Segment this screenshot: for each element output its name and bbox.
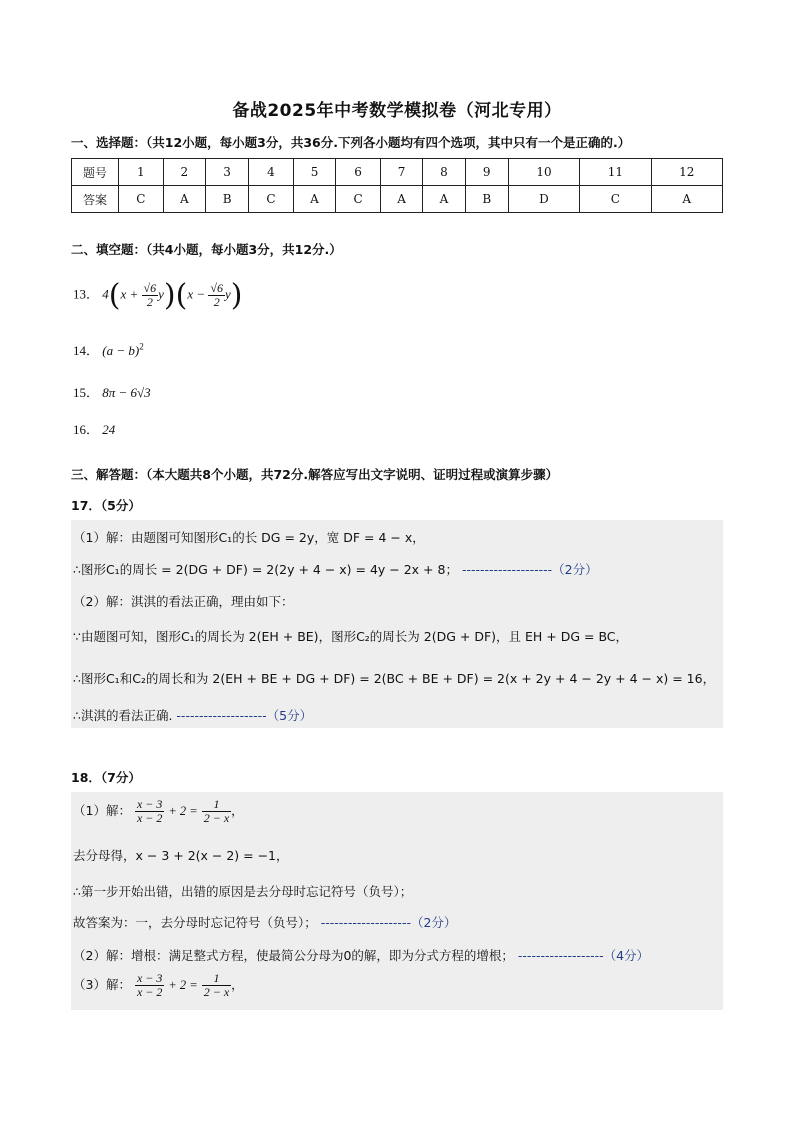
answer-cell: C [119, 186, 164, 213]
q18-fraction-left [135, 798, 164, 825]
q13-y: y [158, 286, 164, 302]
fraction-numerator: √6 [143, 281, 157, 295]
left-paren: ( [175, 278, 188, 313]
q16-value: 24 [102, 422, 116, 437]
answer-cell: C [336, 186, 381, 213]
fraction-numerator: √6 [210, 281, 223, 295]
question-number-cell: 3 [206, 159, 249, 186]
fraction-denominator: x − 2 [136, 985, 163, 999]
fraction-numerator: x − 3 [136, 971, 163, 985]
score-mark: --------------------（5分） [176, 708, 313, 723]
answer-cell: A [293, 186, 335, 213]
page-title: 备战2025年中考数学模拟卷（河北专用） [232, 101, 562, 121]
fraction-denominator: 2 [213, 295, 220, 309]
q17-line-4: ∵由题图可知，图形C₁的周长为 2(EH + BE)，图形C₂的周长为 2(DG + DF)，且 EH + DG = BC， [73, 629, 629, 644]
q18-label: 18．（7分） [71, 770, 141, 785]
question-number-cell: 5 [293, 159, 335, 186]
q14-answer [73, 340, 144, 359]
q15-expression: 8π − 6√3 [102, 385, 151, 400]
question-number-cell: 8 [423, 159, 465, 186]
q13-fraction [142, 282, 159, 309]
answer-row [72, 186, 723, 213]
fraction-denominator: x − 2 [136, 811, 163, 825]
q17-solution-band [71, 520, 723, 728]
q13-answer [73, 278, 242, 313]
right-paren: ) [230, 278, 243, 313]
q13-label: 13． [73, 286, 100, 302]
q16-label: 16． [73, 422, 100, 437]
answer-cell: A [380, 186, 422, 213]
question-number-cell: 2 [163, 159, 205, 186]
q17-line-6-text: ∴淇淇的看法正确. [73, 708, 173, 723]
q18-fraction-right [202, 798, 231, 825]
q17-line-5: ∴图形C₁和C₂的周长和为 2(EH + BE + DG + DF) = 2(BC + BE + DF) = 2(x + 2y + 4 − 2y + 4 − x) = 16， [73, 671, 716, 686]
question-number-cell: 11 [580, 159, 651, 186]
score-mark: -------------------（4分） [517, 948, 650, 963]
row-label-answer: 答案 [72, 186, 119, 213]
fraction-denominator: 2 − x [203, 985, 230, 999]
q18-line-2: 去分母得，x − 3 + 2(x − 2) = −1， [73, 848, 289, 863]
right-paren: ) [163, 278, 176, 313]
q18-fraction-right [202, 972, 231, 999]
q13-fraction [208, 282, 225, 309]
fraction-numerator: 1 [202, 798, 231, 812]
section3-heading: 三、解答题：（本大题共8个小题，共72分.解答应写出文字说明、证明过程或演算步骤） [71, 467, 559, 482]
answer-cell: C [580, 186, 651, 213]
q18-line-4 [73, 913, 456, 931]
fraction-denominator: 2 [146, 295, 153, 309]
q18-line-3: ∴第一步开始出错，出错的原因是去分母时忘记符号（负号）； [73, 884, 413, 899]
question-number-row [72, 159, 723, 186]
fraction-numerator: x − 3 [136, 797, 163, 811]
q18-line-6 [73, 972, 244, 999]
row-label-question: 题号 [72, 159, 119, 186]
question-number-cell: 7 [380, 159, 422, 186]
q15-answer [73, 382, 151, 401]
q17-line-6 [73, 706, 312, 724]
q17-label: 17．（5分） [71, 498, 141, 513]
q13-x-minus: x − [187, 286, 206, 302]
answer-cell: A [651, 186, 722, 213]
answer-table [71, 158, 723, 213]
q13-coef: 4 [102, 286, 109, 302]
question-number-cell: 4 [249, 159, 294, 186]
answer-cell: B [465, 186, 508, 213]
q14-exponent: 2 [139, 341, 144, 352]
answer-cell: A [163, 186, 205, 213]
q18-line-5 [73, 946, 649, 964]
comma: ， [231, 803, 244, 818]
part-label: （1）解： [73, 803, 131, 818]
left-paren: ( [108, 278, 121, 313]
q17-line-1: （1）解：由题图可知图形C₁的长 DG = 2y，宽 DF = 4 − x， [73, 530, 425, 545]
q18-line-1 [73, 798, 244, 825]
equation-middle: + 2 = [168, 978, 198, 992]
q14-label: 14． [73, 343, 100, 358]
q18-line-4-text: 故答案为：一，去分母时忘记符号（负号）； [73, 915, 317, 930]
score-mark: --------------------（2分） [461, 562, 598, 577]
question-number-cell: 9 [465, 159, 508, 186]
score-mark: --------------------（2分） [320, 915, 457, 930]
q18-fraction-left [135, 972, 164, 999]
fraction-numerator: 1 [202, 972, 231, 986]
q16-answer [73, 419, 115, 438]
q14-expression: (a − b) [102, 343, 140, 358]
fraction-denominator: 2 − x [203, 811, 230, 825]
q17-line-3: （2）解：淇淇的看法正确，理由如下： [73, 594, 294, 609]
question-number-cell: 1 [119, 159, 164, 186]
answer-cell: C [249, 186, 294, 213]
section1-heading: 一、选择题：（共12小题，每小题3分，共36分.下列各小题均有四个选项，其中只有一个是正确的.） [71, 135, 631, 150]
q15-label: 15． [73, 385, 100, 400]
question-number-cell: 10 [508, 159, 579, 186]
question-number-cell: 12 [651, 159, 722, 186]
section2-heading: 二、填空题：（共4小题，每小题3分，共12分.） [71, 242, 342, 257]
comma: ， [231, 977, 244, 992]
q18-line-5-text: （2）解：增根：满足整式方程，使最简公分母为0的解，即为分式方程的增根； [73, 948, 514, 963]
part-label: （3）解： [73, 977, 131, 992]
q17-line-2 [73, 560, 598, 578]
answer-cell: B [206, 186, 249, 213]
question-number-cell: 6 [336, 159, 381, 186]
answer-cell: D [508, 186, 579, 213]
answer-cell: A [423, 186, 465, 213]
q13-x-plus: x + [120, 286, 139, 302]
q17-line-2-text: ∴图形C₁的周长 = 2(DG + DF) = 2(2y + 4 − x) = 4y − 2x + 8； [73, 562, 458, 577]
equation-middle: + 2 = [168, 804, 198, 818]
q13-y: y [224, 286, 231, 302]
